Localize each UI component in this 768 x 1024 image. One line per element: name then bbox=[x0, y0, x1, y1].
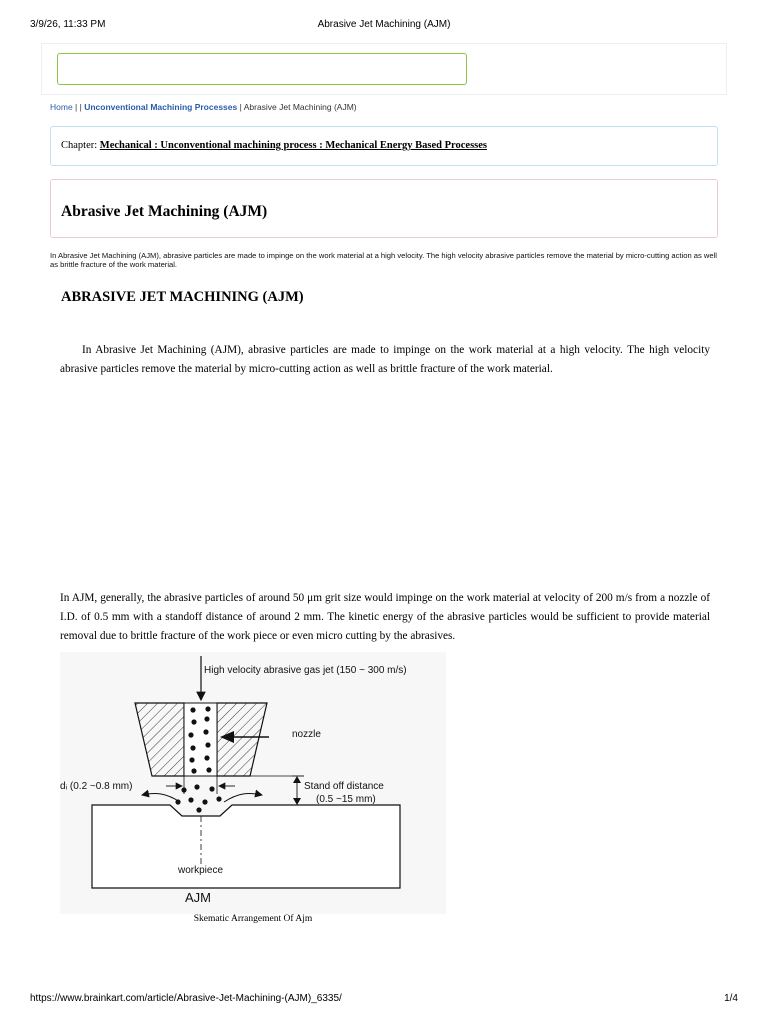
paragraph-ajm-details: In AJM, generally, the abrasive particles of around 50 μm grit size would impinge on the work material at velocity of 200 m/s from a nozzle of I.D. of 0.5 mm with a standoff distance of around 2 mm. The kinetic energy of the abrasive particles would be sufficient to provide material removal due to brittle fracture of the work piece or even micro cutting by the abrasives. bbox=[60, 592, 710, 642]
search-input[interactable] bbox=[57, 53, 467, 85]
page-number: 1/4 bbox=[724, 993, 738, 1004]
gas-jet-label: High velocity abrasive gas jet (150 ~ 300 m/s) bbox=[204, 665, 407, 676]
print-datetime: 3/9/26, 11:33 PM bbox=[30, 19, 106, 30]
breadcrumb bbox=[50, 102, 357, 112]
nozzle-bore bbox=[184, 703, 217, 776]
chapter-box bbox=[50, 126, 718, 166]
standoff-range: (0.5 ~15 mm) bbox=[316, 794, 376, 805]
figure-name: AJM bbox=[185, 890, 211, 905]
workpiece-label: workpiece bbox=[178, 865, 224, 876]
article-title: Abrasive Jet Machining (AJM) bbox=[50, 179, 718, 238]
breadcrumb-separator: | | bbox=[72, 102, 85, 112]
ajm-schematic-diagram bbox=[60, 652, 446, 914]
print-title: Abrasive Jet Machining (AJM) bbox=[317, 19, 451, 30]
breadcrumb-home-link[interactable]: Home bbox=[50, 102, 73, 112]
ajm-schematic-figure bbox=[60, 652, 446, 914]
breadcrumb-section-link[interactable]: Unconventional Machining Processes bbox=[84, 102, 238, 112]
section-heading: ABRASIVE JET MACHINING (AJM) bbox=[61, 289, 304, 305]
nozzle-label: nozzle bbox=[292, 729, 321, 740]
figure-caption: Skematic Arrangement Of Ajm bbox=[193, 914, 313, 924]
paragraph-intro: In Abrasive Jet Machining (AJM), abrasive particles are made to impinge on the work material at a high velocity. The high velocity abrasive particles remove the material by micro-cutting action as well as brittle fracture of the work material. bbox=[60, 344, 710, 375]
breadcrumb-current: Abrasive Jet Machining (AJM) bbox=[243, 102, 357, 112]
di-label: dᵢ (0.2 ~0.8 mm) bbox=[60, 781, 133, 792]
chapter-label: Chapter: bbox=[61, 140, 100, 151]
article-summary: In Abrasive Jet Machining (AJM), abrasive particles are made to impinge on the work material at a high velocity. The high velocity abrasive particles remove the material by micro-cutting action as well as brittle fracture of the work material. bbox=[50, 251, 717, 269]
workpiece-block bbox=[92, 805, 400, 888]
breadcrumb-separator: | bbox=[237, 102, 244, 112]
standoff-label: Stand off distance bbox=[304, 781, 384, 792]
print-url: https://www.brainkart.com/article/Abrasive-Jet-Machining-(AJM)_6335/ bbox=[30, 993, 342, 1004]
chapter-link[interactable]: Mechanical : Unconventional machining process : Mechanical Energy Based Processes bbox=[99, 140, 487, 151]
search-bar-container bbox=[41, 43, 727, 95]
